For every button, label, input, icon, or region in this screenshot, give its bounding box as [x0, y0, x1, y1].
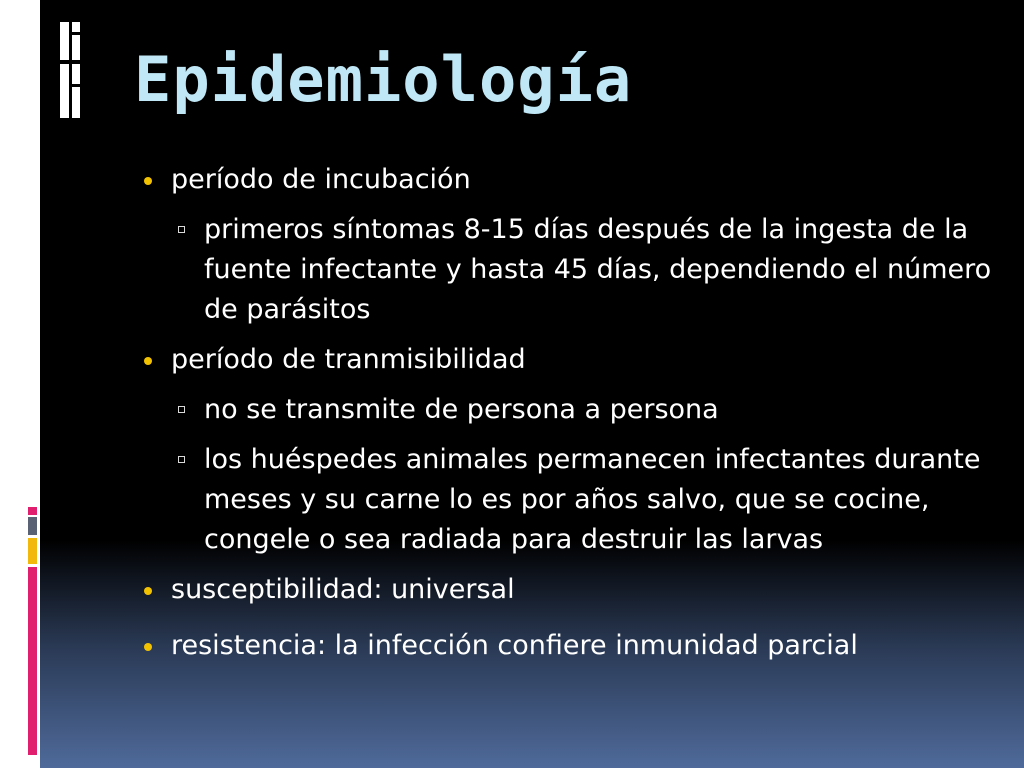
bullet-item-incubation [140, 160, 1000, 200]
bullet-text: período de tranmisibilidad [171, 344, 526, 375]
accent-bar-yellow [28, 538, 37, 564]
bullet-text: resistencia: la infección confiere inmunidad parcial [171, 630, 858, 661]
bullet-item-susceptibility [140, 570, 1000, 610]
decorative-grid-icon [60, 22, 80, 118]
sub-bullet-text: no se transmite de persona a persona [204, 394, 719, 425]
accent-bar-gray [28, 517, 37, 535]
accent-bar-pink-top [28, 507, 37, 515]
square-bullet-icon [178, 226, 185, 233]
bullet-dot-icon [144, 177, 152, 185]
bullet-item-resistance [140, 626, 1000, 666]
square-bullet-icon [178, 406, 185, 413]
bullet-item-transmissibility [140, 340, 1000, 380]
sub-bullet-text: primeros síntomas 8-15 días después de la ingesta de la fuente infectante y hasta 45 días, dependiendo el número de parásitos [204, 214, 992, 325]
bullet-text: período de incubación [171, 164, 471, 195]
sub-bullet-item [140, 440, 1000, 560]
sub-bullet-item [140, 390, 1000, 430]
square-bullet-icon [178, 456, 185, 463]
slide-content [140, 160, 1000, 676]
bullet-dot-icon [144, 587, 152, 595]
slide-title: Epidemiología [134, 43, 633, 116]
accent-bar-pink [28, 567, 37, 755]
bullet-dot-icon [144, 643, 152, 651]
sub-bullet-item [140, 210, 1000, 330]
bullet-text: susceptibilidad: universal [171, 574, 515, 605]
sub-bullet-text: los huéspedes animales permanecen infectantes durante meses y su carne lo es por años salvo, que se cocine, congele o sea radiada para destruir las larvas [204, 444, 981, 555]
bullet-dot-icon [144, 357, 152, 365]
